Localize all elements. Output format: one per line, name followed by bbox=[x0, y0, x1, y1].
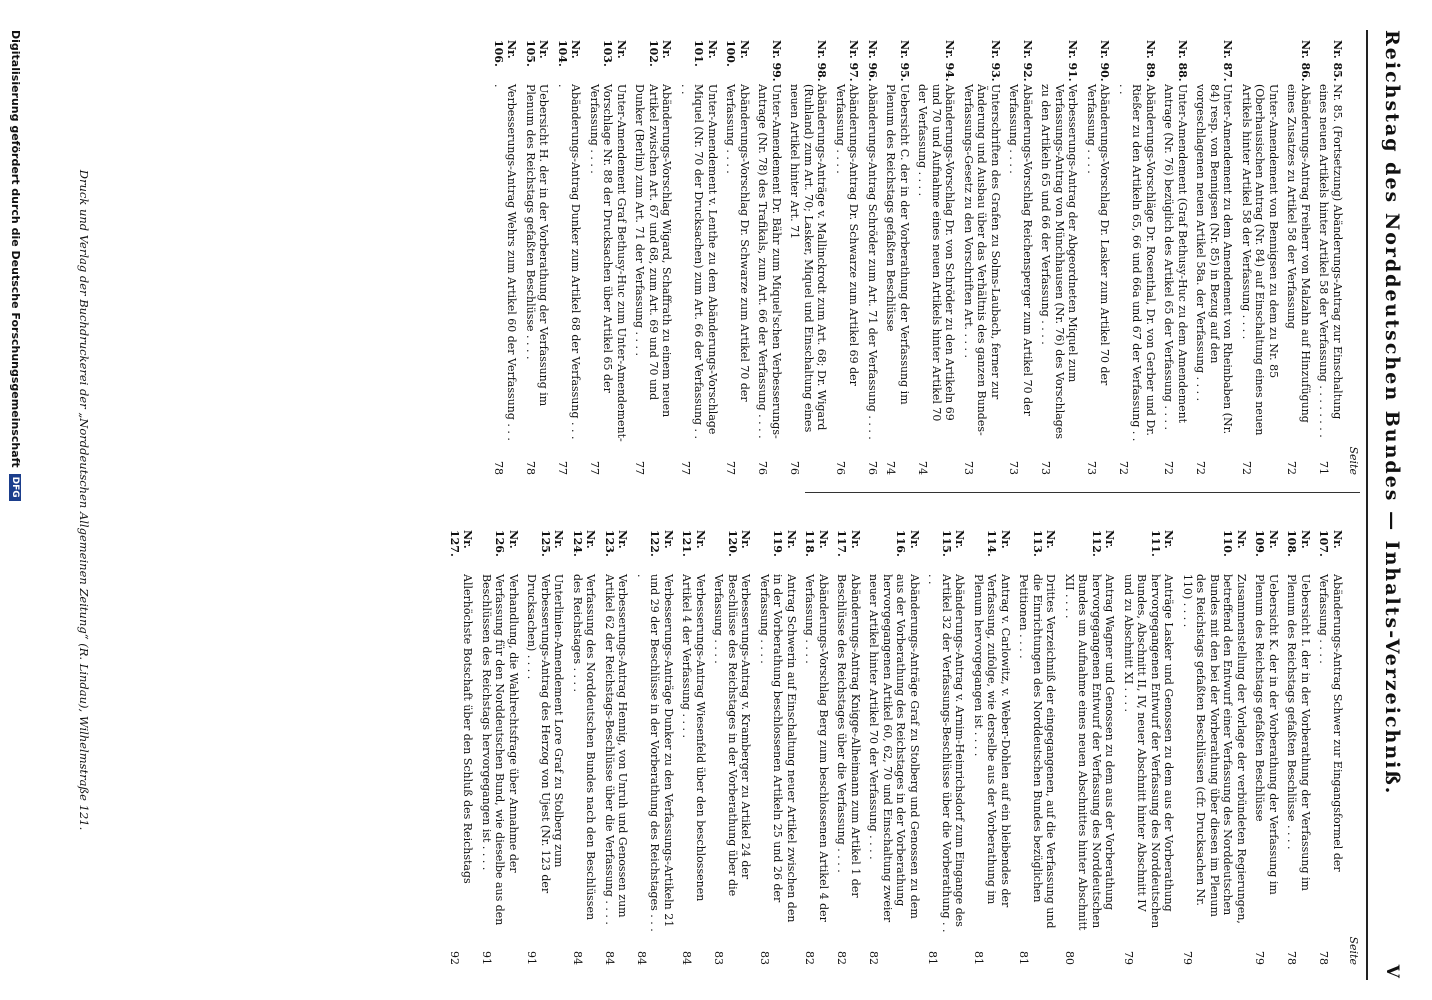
toc-entry bbox=[712, 530, 753, 965]
page-number: V bbox=[1382, 964, 1402, 980]
entry-page: 78 bbox=[492, 461, 505, 475]
entry-page: 83 bbox=[758, 951, 771, 965]
entry-number: Nr. 107. bbox=[1317, 530, 1344, 557]
header-rule bbox=[1366, 30, 1368, 980]
entry-page: 92 bbox=[448, 951, 461, 965]
entry-number: Nr. 119. bbox=[771, 530, 798, 557]
toc-entry bbox=[724, 40, 751, 475]
entry-number: Nr. 94. bbox=[943, 40, 957, 82]
entry-text: Abänderungs-Antrag Dr. Schwarze zum Artikel 69 der Verfassung . . . . bbox=[834, 84, 861, 386]
toc-entry bbox=[635, 530, 676, 965]
entry-page: 78 bbox=[1317, 951, 1331, 965]
entry-text: Uebersicht K. der in der Vorberathung der Verfassung im Plenum des Reichstags gefaßten Beschlüsse bbox=[1253, 574, 1280, 895]
toc-entry bbox=[1117, 40, 1158, 475]
entry-text: Verbesserungs-Antrag v. Kramberger zu Artikel 24 der Beschlüsse des Reichstages in der Vorberathung über die Verfassung . . . . bbox=[712, 574, 753, 897]
toc-entry bbox=[1240, 40, 1281, 475]
entry-page: 83 bbox=[712, 951, 726, 965]
entry-text: Abänderungs-Antrag Freiherr von Malzahn auf Hinzufügung eines Zusatzes zu Artikel 58 der Verfassung bbox=[1285, 84, 1312, 423]
entry-page: 72 bbox=[1117, 461, 1130, 475]
entry-text: Verhandlung, die Wahlrechtsfrage über Annahme der Verfassung für den Norddeutschen Bund, wie dieselbe aus den Beschlüssen des Reichstags hervorgegangen ist . . . . bbox=[480, 574, 520, 926]
toc-entry bbox=[679, 40, 720, 475]
entry-page: 74 bbox=[884, 461, 898, 475]
entry-number: Nr. 93. bbox=[989, 40, 1002, 82]
toc-entry bbox=[492, 40, 519, 475]
entry-text: Verbesserungs-Antrag der Abgeordneten Miquel zum Verfassungs-Antrag von Münchhausen (Nr. 76) des Vorschlages zu den Artikeln 65 und 66 der Verfassung . . . . bbox=[1039, 84, 1080, 439]
toc-entry bbox=[1085, 40, 1112, 475]
entry-text: Nr. 85. (Fortsetzung) Abänderungs-Antrag zur Einschaltung eines neuen Artikels hinter Artikel 58 der Verfassung . . . . . . . . bbox=[1317, 84, 1344, 438]
entry-page: 84 bbox=[680, 951, 694, 965]
entry-number: Nr. 127. bbox=[448, 530, 475, 557]
toc-entry bbox=[1181, 530, 1249, 965]
dfg-logo: DFG bbox=[10, 474, 22, 501]
entry-page: 81 bbox=[1017, 951, 1031, 965]
entry-text: Uebersicht I. der in der Vorberathung der Verfassung im Plenum des Reichstags gefaßten Beschlüsse . . . . bbox=[1285, 574, 1312, 891]
entry-page: 79 bbox=[1181, 951, 1194, 965]
toc-entry bbox=[1317, 40, 1344, 475]
entry-number: Nr. 90. bbox=[1098, 40, 1112, 82]
toc-entry bbox=[926, 530, 967, 965]
entry-text: Unter-Amendement v. Lenthe zu dem Abänderungs-Vorschlage Miquel (Nr. 70 der Drucksachen) zum Art. 66 der Verfassung . . . . bbox=[679, 84, 719, 440]
toc-entry bbox=[588, 40, 629, 475]
entry-number: Nr. 109. bbox=[1253, 530, 1280, 557]
toc-entry bbox=[803, 530, 830, 965]
column-divider bbox=[805, 492, 1360, 493]
entry-number: Nr. 91. bbox=[1066, 40, 1080, 82]
entry-page: 78 bbox=[1285, 951, 1299, 965]
entry-page: 79 bbox=[1122, 951, 1135, 965]
toc-entry bbox=[680, 530, 707, 965]
entry-text: Abänderungs-Anträge v. Mallinckrodt zum Art. 68; Dr. Wigard (Ruhland) zum Art. 70; Lasker, Miquel und Einschaltung eines neuen Artikel hinter Art. 71 bbox=[788, 84, 829, 433]
entry-number: Nr. 98. bbox=[815, 40, 829, 82]
entry-number: Nr. 106. bbox=[492, 40, 519, 67]
entry-number: Nr. 85. bbox=[1331, 40, 1344, 82]
entry-text: Verbesserungs-Antrag Wehrs zum Artikel 60 der Verfassung . . . . bbox=[492, 84, 519, 441]
entry-number: Nr. 92. bbox=[1021, 40, 1034, 82]
toc-entry bbox=[1039, 40, 1080, 475]
page-header bbox=[1372, 30, 1412, 980]
entry-text: Unterlinien-Amendement Lore Graf zu Stolberg zum Verbesserungs-Antrag des Herzog von Ujest (Nr. 123 der Drucksachen) . . . . bbox=[525, 574, 566, 894]
entry-text: Drittes Verzeichniß der eingegangenen, auf die Verfassung und die Einrichtungen des Norddeutschen Bundes bezüglichen Petitionen . . . . bbox=[1017, 574, 1058, 929]
entry-number: Nr. 120. bbox=[726, 530, 753, 557]
toc-entry bbox=[1007, 40, 1034, 475]
toc-entry bbox=[524, 40, 551, 475]
entry-page: 71 bbox=[1317, 461, 1331, 475]
entry-number: Nr. 95. bbox=[898, 40, 911, 82]
entry-page: 84 bbox=[571, 951, 584, 965]
entry-page: 91 bbox=[525, 951, 539, 965]
entry-number: Nr. 101. bbox=[692, 40, 719, 67]
entry-page: 72 bbox=[1162, 461, 1176, 475]
entry-number: Nr. 121. bbox=[680, 530, 707, 557]
entry-page: 72 bbox=[1194, 461, 1208, 475]
entry-page: 76 bbox=[788, 461, 802, 475]
toc-entry bbox=[1194, 40, 1235, 475]
entry-number: Nr. 89. bbox=[1144, 40, 1157, 82]
entry-number: Nr. 110. bbox=[1221, 530, 1248, 557]
entry-page: 76 bbox=[756, 461, 770, 475]
toc-entry bbox=[972, 530, 1013, 965]
entry-text: Abänderungs-Anträge Graf zu Stolberg und Genossen zu dem aus der Vorberathung des Reichstages in der Vorberathung hervorgegangenen Artikel 60, 62, 70 und Einschaltung zweier neuer Artikel hinter Artikel 70 der Verfassung . . . . bbox=[867, 574, 921, 923]
toc-entry bbox=[788, 40, 829, 475]
entry-text: Unter-Amendement (Graf Bethusy-Huc zu dem Amendement Antrage (Nr. 76) bezüglich des Artikel 65 der Verfassung . . . . bbox=[1162, 84, 1189, 430]
entry-page: 77 bbox=[588, 461, 601, 475]
entry-text: Abänderungs-Vorschlag Wigard, Schaffrath zu einem neuen Artikel zwischen Art. 67 und 68, zum Art. 69 und 70 und Dunker (Berlin) zum Art. 71 der Verfassung . . . . bbox=[633, 84, 674, 418]
toc-entry bbox=[835, 530, 862, 965]
entry-text: Unterschriften des Grafen zu Solms-Laubach, ferner zur Änderung und Ausbau über das Verhältnis des ganzen Bundes-Verfassungs-Gesetz zu den Vorschriften Art. . . . . bbox=[962, 84, 1002, 436]
toc-entry bbox=[884, 40, 911, 475]
entry-number: Nr. 102. bbox=[647, 40, 674, 67]
entry-text: Zusammenstellung der Vorlage der verbündeten Regierungen, betreffend den Entwurf einer Verfassung des Norddeutschen Bundes mit den bei der Vorberathung über diesen im Plenum des Reichstags gefaßten Beschlüssen (cfr. Drucksachen Nr. 110) . . . . bbox=[1181, 574, 1248, 924]
toc-entry bbox=[916, 40, 957, 475]
entry-page: 72 bbox=[1285, 461, 1299, 475]
left-column bbox=[487, 40, 1361, 475]
entry-text: Abänderungs-Antrag Knigge-Alheimann zum Artikel 1 der Beschlüsse des Reichstages über die Verfassung . . . . bbox=[835, 574, 862, 898]
entry-page: 78 bbox=[524, 461, 537, 475]
entry-page: 84 bbox=[603, 951, 616, 965]
entry-text: Abänderungs-Vorschlag Reichensperger zum Artikel 70 der Verfassung . . . . bbox=[1007, 84, 1034, 416]
entry-text: Unter-Amendement zu dem Amendement von Rheinbaben (Nr. 84) resp. von Bennigsen (Nr. 85) in Bezug auf den vorgeschlagenen neuen Artikel 58a. der Verfassung . . . . bbox=[1194, 84, 1235, 435]
entry-page: 77 bbox=[556, 461, 569, 475]
toc-entry bbox=[867, 530, 921, 965]
entry-number bbox=[1240, 40, 1281, 84]
entry-number: Nr. 118. bbox=[803, 530, 830, 557]
entry-page: 73 bbox=[962, 461, 975, 475]
entry-text: Abänderungs-Antrag Schwer zur Eingangsformel der Verfassung . . . . bbox=[1317, 574, 1344, 872]
toc-entry bbox=[556, 40, 583, 475]
entry-number: Nr. 123. bbox=[603, 530, 630, 557]
entry-text: Unter-Amendement von Bennigsen zu dem zu Nr. 85 (Oberhausischen Antrag (Nr. 84) auf Einschaltung eines neuen Artikels hinter Artikel 58 der Verfassung . . . . bbox=[1240, 84, 1280, 436]
entry-page: 72 bbox=[1240, 461, 1253, 475]
entry-page: 77 bbox=[724, 461, 738, 475]
toc-entry bbox=[1017, 530, 1058, 965]
entry-number: Nr. 99. bbox=[770, 40, 783, 82]
toc-entry bbox=[1317, 530, 1344, 965]
toc-entry bbox=[756, 40, 783, 475]
entry-page: 76 bbox=[866, 461, 879, 475]
entry-number: Nr. 124. bbox=[571, 530, 598, 557]
digitization-text: Digitalisierung gefördert durch die Deutsche Forschungsgemeinschaft bbox=[9, 30, 22, 468]
entry-number: Nr. 125. bbox=[539, 530, 566, 557]
entry-number: Nr. 100. bbox=[724, 40, 751, 67]
entry-number: Nr. 113. bbox=[1031, 530, 1058, 557]
entry-number: Nr. 105. bbox=[524, 40, 551, 67]
entry-text: Abänderungs-Vorschlag Dr. Lasker zum Artikel 70 der Verfassung . . . . bbox=[1085, 84, 1112, 386]
entry-number: Nr. 96. bbox=[866, 40, 879, 82]
entry-page: 91 bbox=[480, 951, 493, 965]
entry-text: Verbesserungs-Anträge Dunker zu den Verfassungs-Artikeln 21 und 29 der Beschlüsse in der Vorberathung des Reichstages . . . . bbox=[635, 574, 675, 932]
entry-text: Antrag Schwerin auf Einschaltung neuer Artikel zwischen den in der Vorberathung beschlossenen Artikeln 25 und 26 der Verfassung . . . . bbox=[758, 574, 798, 923]
entry-text: Allerhöchste Botschaft über den Schluß des Reichstags bbox=[461, 574, 475, 884]
toc-entry bbox=[448, 530, 475, 965]
entry-text: Uebersicht C. der in der Vorberathung der Verfassung im Plenum des Reichstags gefaßten Beschlüsse bbox=[884, 84, 911, 405]
entry-number: Nr. 111. bbox=[1149, 530, 1176, 557]
toc-entry bbox=[1253, 530, 1280, 965]
toc-entry bbox=[1285, 40, 1312, 475]
entry-number: Nr. 117. bbox=[835, 530, 862, 557]
entry-number: Nr. 122. bbox=[648, 530, 675, 557]
entry-text: Uebersicht H. der in der Vorberathung der Verfassung im Plenum des Reichstags gefaßten Beschlüsse . . . . bbox=[524, 84, 551, 407]
entry-page: 81 bbox=[972, 951, 985, 965]
entry-number: Nr. 97. bbox=[847, 40, 861, 82]
toc-entry bbox=[1122, 530, 1176, 965]
entry-page: 77 bbox=[679, 461, 692, 475]
entry-page: 82 bbox=[867, 951, 881, 965]
entry-page: 80 bbox=[1063, 951, 1076, 965]
toc-entry bbox=[962, 40, 1003, 475]
entry-text: Abänderungs-Vorschlag Dr. Schwarze zum Artikel 70 der Verfassung . . . . bbox=[724, 84, 751, 402]
entry-number: Nr. 104. bbox=[556, 40, 583, 67]
toc-entry bbox=[603, 530, 630, 965]
toc-entry bbox=[866, 40, 880, 475]
entry-text: Abänderungs-Antrag Schröder zum Art. 71 der Verfassung . . . . bbox=[866, 84, 879, 440]
entry-text: Verbesserungs-Antrag Wiesenfeld über den beschlossenen Artikel 4 der Verfassung . . . . bbox=[680, 574, 707, 902]
page-title: Reichstag des Norddeutschen Bundes — Inhalts-Verzeichniß. bbox=[1381, 30, 1403, 796]
entry-page: 73 bbox=[1007, 461, 1021, 475]
entry-page: 82 bbox=[835, 951, 849, 965]
entry-number: Nr. 88. bbox=[1176, 40, 1189, 82]
entry-page: 77 bbox=[633, 461, 647, 475]
entry-number: Nr. 86. bbox=[1299, 40, 1312, 82]
toc-entry bbox=[480, 530, 521, 965]
entry-text: Abänderungs-Vorschlag Berg zum beschlossenen Artikel 4 der Verfassung . . . . bbox=[803, 574, 830, 922]
toc-entry bbox=[1285, 530, 1312, 965]
entry-page: 81 bbox=[926, 951, 940, 965]
entry-number: Nr. 115. bbox=[940, 530, 967, 557]
entry-text: Abänderungs-Antrag v. Arnim-Heinrichsdorf zum Eingange des Artikel 32 der Verfassungs-Beschlüsse über die Vorberathung . . . . bbox=[926, 574, 967, 933]
entry-text: Antrag Wagner und Genossen zu dem aus der Vorberathung hervorgegangenen Entwurf der Verfassung des Norddeutschen Bundes um Aufnahme eines neuen Abschnittes hinter Abschnitt XII . . . . bbox=[1063, 574, 1117, 931]
entry-number: Nr. 116. bbox=[894, 530, 921, 557]
right-column bbox=[443, 530, 1361, 965]
printer-imprint: Druck und Verlag der Buchdruckerei der „Norddeutschen Allgemeinen Zeitung“ (R. Lindau), Wilhelmstraße 121. bbox=[77, 169, 91, 831]
entry-number: Nr. 108. bbox=[1285, 530, 1312, 557]
toc-entry bbox=[633, 40, 674, 475]
entry-page: 79 bbox=[1253, 951, 1267, 965]
toc-entry bbox=[834, 40, 861, 475]
entry-number: Nr. 103. bbox=[601, 40, 628, 67]
entry-text: Abänderungs-Vorschlag Dr. von Schröder zu den Artikeln 69 und 70 und Aufnahme eines neuen Artikels hinter Artikel 70 der Verfassung . . . . bbox=[916, 84, 957, 422]
entry-text: Verfassung des Norddeutschen Bundes nach den Beschlüssen des Reichstages . . . . bbox=[571, 574, 598, 921]
entry-page: 74 bbox=[916, 461, 930, 475]
entry-text: Unter-Amendement Dr. Bähr zum Miquel'schen Verbesserungs-Antrage (Nr. 78) des Trafikals, zum Art. 66 der Verfassung . . . . bbox=[756, 84, 783, 439]
seite-label-left: Seite bbox=[1347, 446, 1360, 475]
toc-entry bbox=[525, 530, 566, 965]
entry-text: Verbesserungs-Antrag Hennig, von Unruh und Genossen zum Artikel 62 der Reichstags-Beschlüsse über die Verfassung . . . . bbox=[603, 574, 630, 925]
entry-number: Nr. 87. bbox=[1221, 40, 1235, 82]
entry-text: Abänderungs-Vorschläge Dr. Rosenthal, Dr. von Gerber und Dr. Rießer zu den Artikeln 65, 66 und 66a und 67 der Verfassung . . . . bbox=[1117, 84, 1157, 442]
entry-number: Nr. 126. bbox=[493, 530, 520, 557]
entry-number: Nr. 114. bbox=[985, 530, 1012, 557]
entry-page: 73 bbox=[1085, 461, 1098, 475]
entry-page: 76 bbox=[834, 461, 847, 475]
toc-entry bbox=[758, 530, 799, 965]
entry-text: Unter-Amendement Graf Bethusy-Huc zum Unter-Amendement-Vorschlage Nr. 88 der Drucksachen über Artikel 65 der Verfassung . . . . bbox=[588, 84, 628, 442]
digitization-note bbox=[9, 30, 22, 970]
entry-page: 84 bbox=[635, 951, 648, 965]
entry-page: 82 bbox=[803, 951, 817, 965]
toc-entry bbox=[1162, 40, 1189, 475]
entry-text: Abänderungs-Antrag Dunker zum Artikel 68 der Verfassung . . . . bbox=[556, 84, 583, 440]
toc-entry bbox=[1063, 530, 1117, 965]
seite-label-right: Seite bbox=[1347, 936, 1360, 965]
entry-number: Nr. 112. bbox=[1090, 530, 1117, 557]
entry-text: Antrag v. Carlowitz, v. Weber-Dohlen auf ein bleibendes der Verfassung, zufolge, wie derselbe aus der Vorberathung im Plenum hervorgegangen ist . . . . bbox=[972, 574, 1012, 908]
toc-entry bbox=[571, 530, 598, 965]
entry-page: 73 bbox=[1039, 461, 1053, 475]
entry-text: Anträge Lasker und Genossen zu dem aus der Vorberathung hervorgegangenen Entwurf der Verfassung des Norddeutschen Bundes, Abschnitt II, IV, neuer Abschnitt hinter Abschnitt IV und zu Abschnitt XI . . . . bbox=[1122, 574, 1176, 929]
